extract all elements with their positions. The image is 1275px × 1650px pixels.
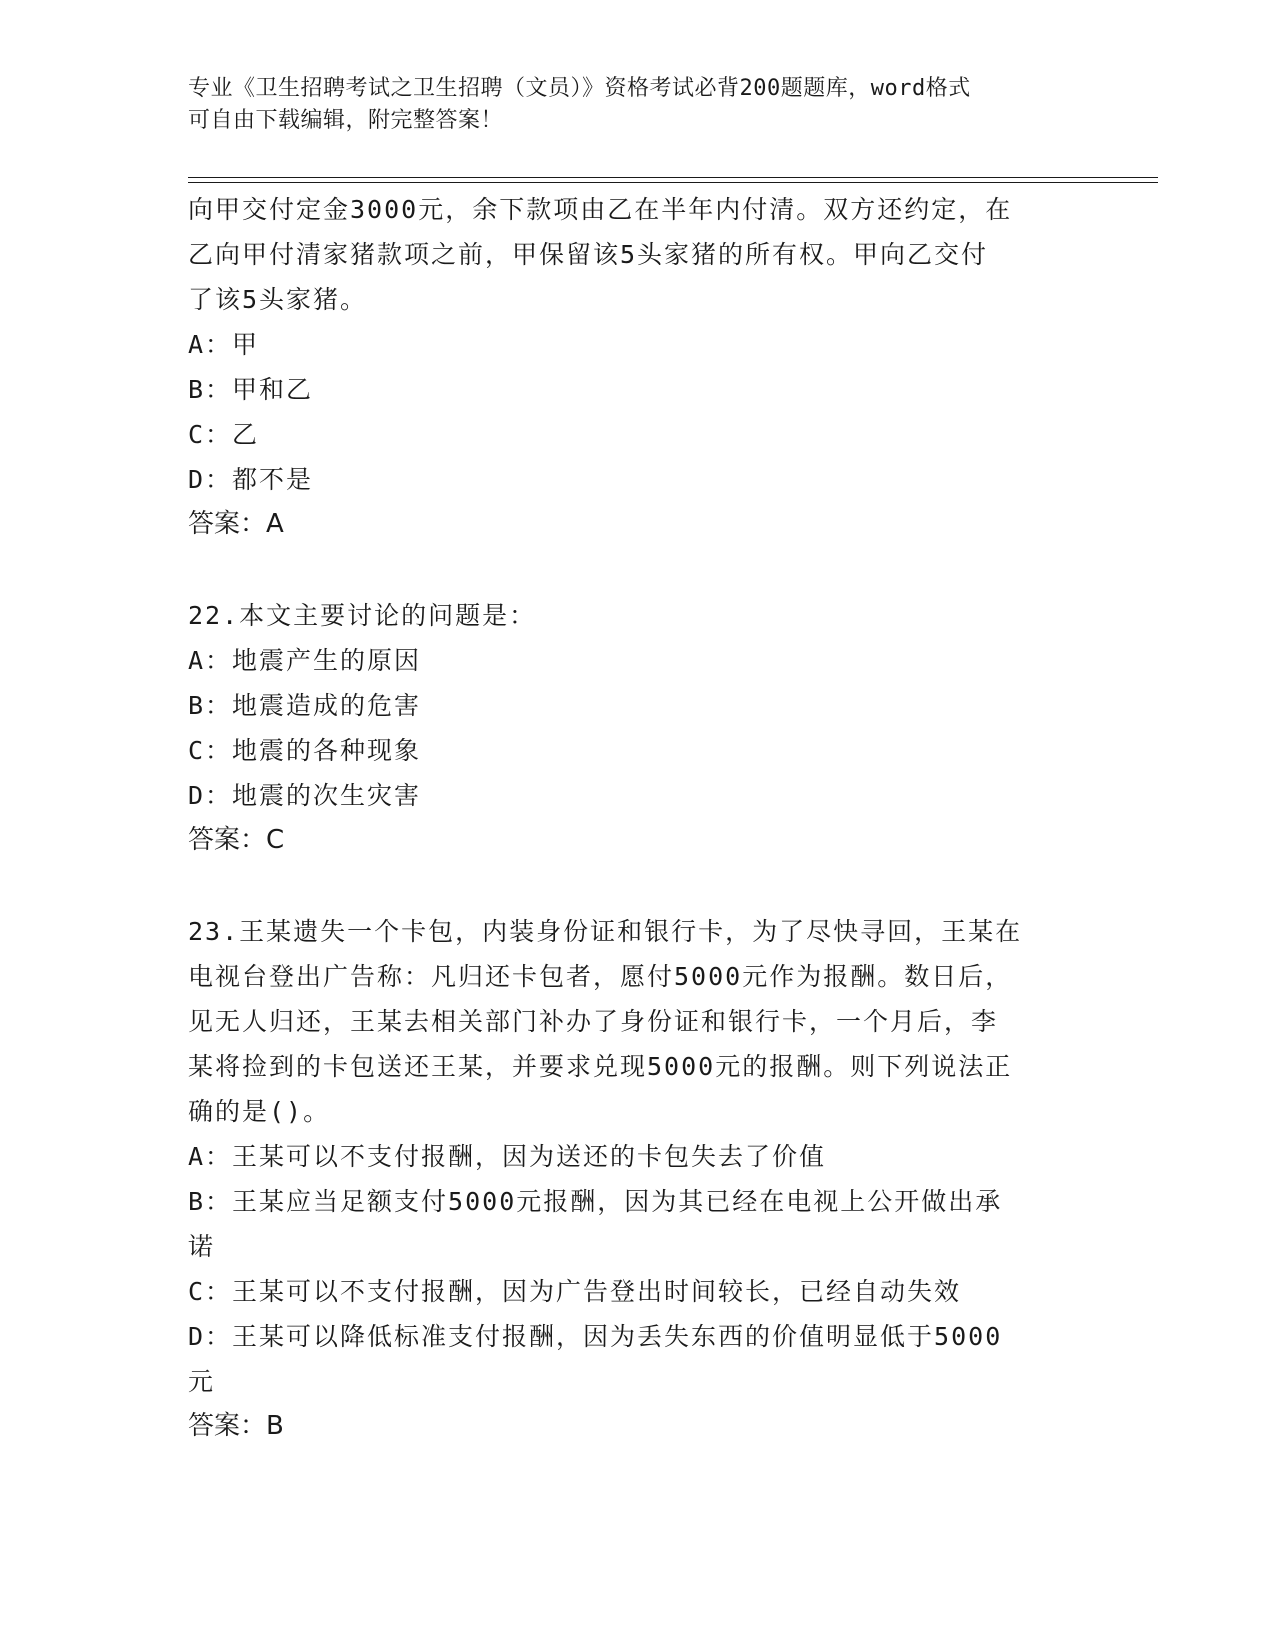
option-b-continued: 诺 bbox=[188, 1232, 216, 1261]
question-spacer bbox=[188, 863, 1088, 909]
question-text-line: 22.本文主要讨论的问题是： bbox=[188, 601, 537, 630]
option-a: A：甲 bbox=[188, 330, 260, 359]
question-text-line: 23.王某遗失一个卡包，内装身份证和银行卡，为了尽快寻回，王某在 bbox=[188, 917, 1023, 946]
question-21 bbox=[188, 187, 1088, 547]
answer-label: 答案：C bbox=[188, 825, 285, 855]
option-d: D：王某可以降低标准支付报酬，因为丢失东西的价值明显低于5000 bbox=[188, 1322, 1003, 1351]
option-a: A：王某可以不支付报酬，因为送还的卡包失去了价值 bbox=[188, 1142, 827, 1171]
header-double-rule bbox=[188, 177, 1158, 183]
option-b: B：王某应当足额支付5000元报酬，因为其已经在电视上公开做出承 bbox=[188, 1187, 1003, 1216]
option-d: D：地震的次生灾害 bbox=[188, 781, 422, 810]
question-text-line: 见无人归还，王某去相关部门补办了身份证和银行卡，一个月后，李 bbox=[188, 1007, 999, 1036]
question-text-line: 电视台登出广告称：凡归还卡包者，愿付5000元作为报酬。数日后， bbox=[188, 962, 1013, 991]
question-23 bbox=[188, 909, 1088, 1449]
question-spacer bbox=[188, 547, 1088, 593]
question-text-line: 某将捡到的卡包送还王某，并要求兑现5000元的报酬。则下列说法正 bbox=[188, 1052, 1013, 1081]
question-22 bbox=[188, 593, 1088, 863]
document-body bbox=[188, 187, 1088, 1449]
header-title-line-2: 可自由下载编辑，附完整答案！ bbox=[188, 108, 504, 133]
option-d: D：都不是 bbox=[188, 465, 314, 494]
question-text-line: 确的是()。 bbox=[188, 1097, 331, 1126]
option-a: A：地震产生的原因 bbox=[188, 646, 422, 675]
option-b: B：甲和乙 bbox=[188, 375, 314, 404]
answer-label: 答案：A bbox=[188, 509, 284, 539]
answer-label: 答案：B bbox=[188, 1411, 284, 1441]
option-c: C：王某可以不支付报酬，因为广告登出时间较长，已经自动失效 bbox=[188, 1277, 962, 1306]
document-header bbox=[188, 73, 1088, 137]
option-c: C：地震的各种现象 bbox=[188, 736, 422, 765]
question-text-line: 乙向甲付清家猪款项之前，甲保留该5头家猪的所有权。甲向乙交付 bbox=[188, 240, 989, 269]
option-d-continued: 元 bbox=[188, 1367, 216, 1396]
question-text-line: 向甲交付定金3000元，余下款项由乙在半年内付清。双方还约定，在 bbox=[188, 195, 1013, 224]
header-title-line-1: 专业《卫生招聘考试之卫生招聘（文员）》资格考试必背200题题库，word格式 bbox=[188, 76, 971, 101]
option-b: B：地震造成的危害 bbox=[188, 691, 422, 720]
option-c: C：乙 bbox=[188, 420, 260, 449]
question-text-line: 了该5头家猪。 bbox=[188, 285, 368, 314]
